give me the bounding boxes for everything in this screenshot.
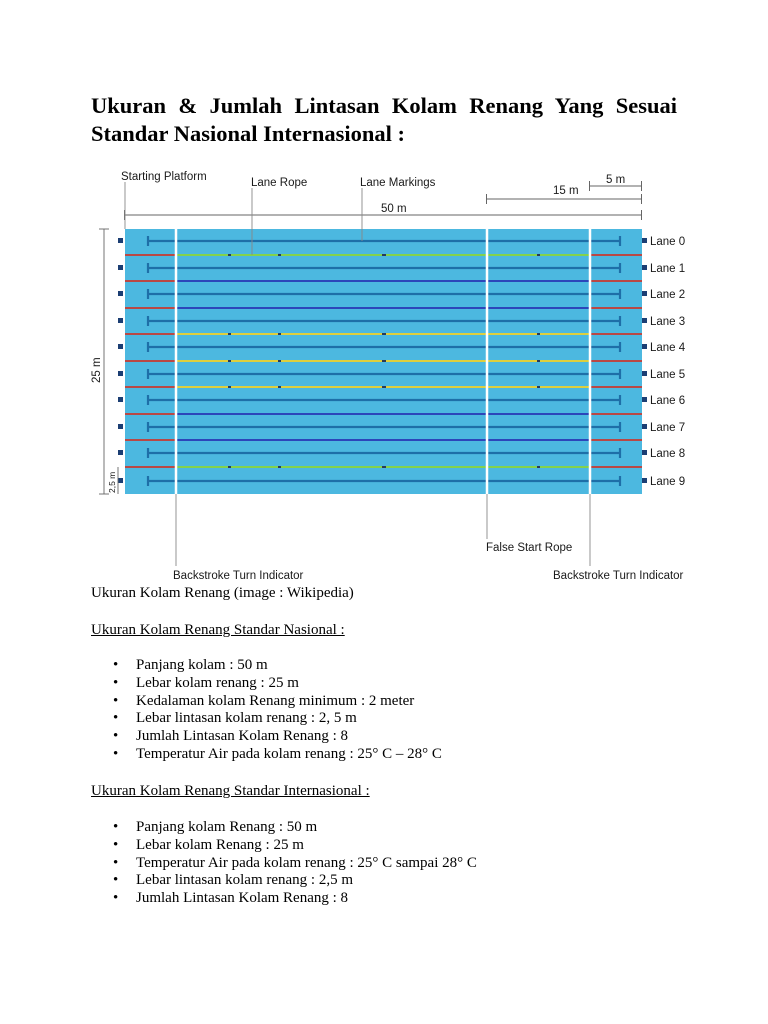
- lane-label: Lane 0: [650, 236, 686, 248]
- lane-rope-label: Lane Rope: [251, 177, 308, 189]
- lane-label: Lane 2: [650, 289, 686, 301]
- list-item: • Kedalaman kolam Renang minimum : 2 meter: [91, 693, 442, 711]
- list-item: • Lebar kolam renang : 25 m: [91, 675, 442, 693]
- national-standards-list: [91, 657, 442, 764]
- backstroke-left-label: Backstroke Turn Indicator: [173, 570, 304, 582]
- lane-labels: [650, 236, 686, 488]
- width-label: 25 m: [91, 357, 103, 383]
- list-item: • Temperatur Air pada kolam renang : 25° C – 28° C: [91, 746, 442, 764]
- list-item: • Lebar lintasan kolam renang : 2,5 m: [91, 872, 477, 890]
- section-heading-national: Ukuran Kolam Renang Standar Nasional :: [91, 622, 345, 638]
- backstroke-right-label: Backstroke Turn Indicator: [553, 570, 684, 582]
- lane-label: Lane 9: [650, 476, 686, 488]
- partial-5-label: 5 m: [606, 174, 626, 186]
- list-item: • Jumlah Lintasan Kolam Renang : 8: [91, 728, 442, 746]
- lane-label: Lane 7: [650, 422, 686, 434]
- list-item: • Panjang kolam : 50 m: [91, 657, 442, 675]
- international-standards-list: [91, 819, 477, 908]
- section-heading-international: Ukuran Kolam Renang Standar Internasional :: [91, 783, 370, 799]
- page-title: Ukuran & Jumlah Lintasan Kolam Renang Yang Sesuai Standar Nasional Internasional :: [91, 93, 677, 146]
- lane-markings-label: Lane Markings: [360, 177, 436, 189]
- lane-label: Lane 8: [650, 448, 686, 460]
- lane-label: Lane 5: [650, 369, 686, 381]
- lane-label: Lane 1: [650, 263, 686, 275]
- list-item: • Temperatur Air pada kolam renang : 25° C sampai 28° C: [91, 855, 477, 873]
- list-item: • Lebar kolam Renang : 25 m: [91, 837, 477, 855]
- figure-caption: Ukuran Kolam Renang (image : Wikipedia): [91, 585, 354, 601]
- partial-15-label: 15 m: [553, 185, 579, 197]
- lane-label: Lane 4: [650, 342, 686, 354]
- false-start-label: False Start Rope: [486, 542, 573, 554]
- length-label: 50 m: [381, 203, 407, 215]
- starting-platform-label: Starting Platform: [121, 171, 207, 183]
- list-item: • Lebar lintasan kolam renang : 2, 5 m: [91, 710, 442, 728]
- lane-label: Lane 6: [650, 395, 686, 407]
- list-item: • Panjang kolam Renang : 50 m: [91, 819, 477, 837]
- lane-width-label: 2,5 m: [107, 471, 117, 493]
- lane-label: Lane 3: [650, 316, 686, 328]
- list-item: • Jumlah Lintasan Kolam Renang : 8: [91, 890, 477, 908]
